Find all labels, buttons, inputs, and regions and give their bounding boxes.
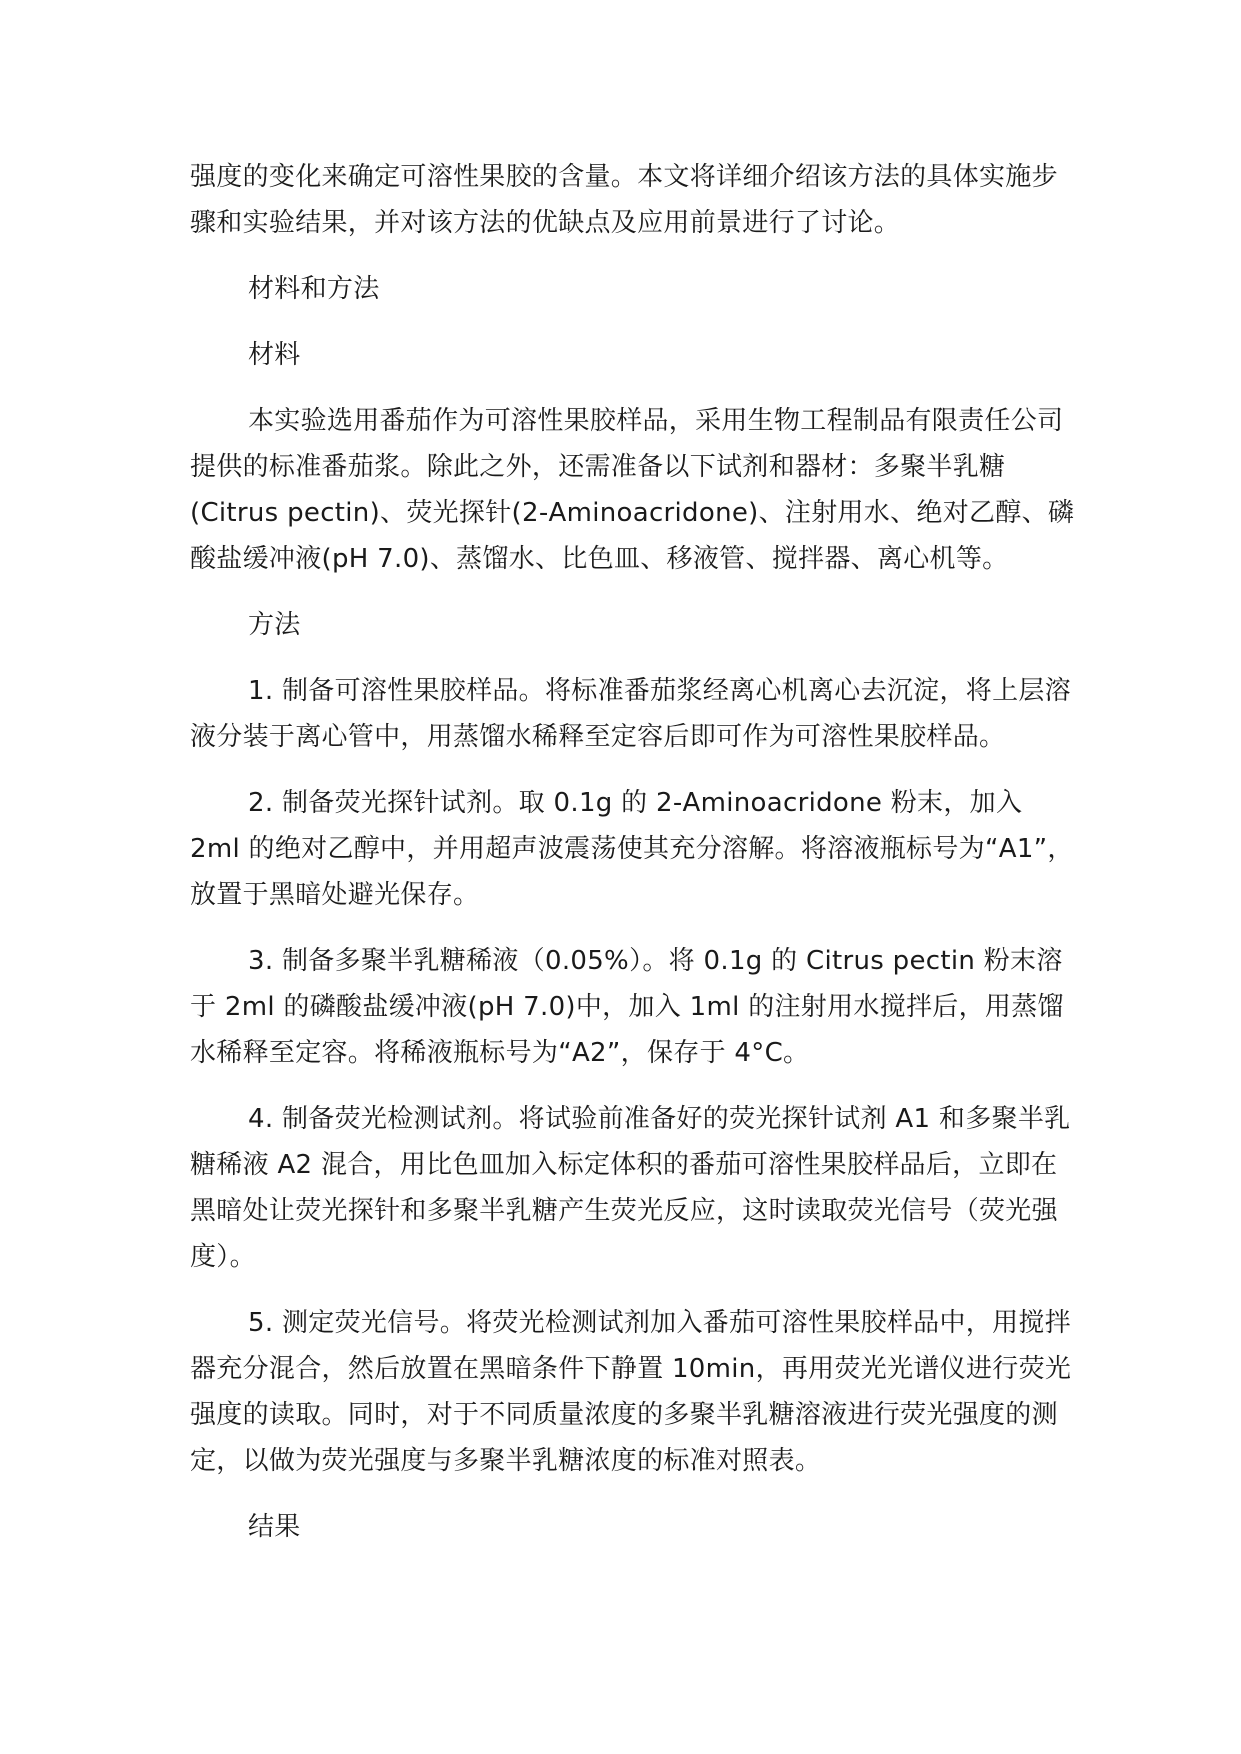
method-step-5: 5. 测定荧光信号。将荧光检测试剂加入番茄可溶性果胶样品中，用搅拌器充分混合，然后放置在黑暗条件下静置 10min，再用荧光光谱仪进行荧光强度的读取。同时，对于不同质量浓度的多聚半乳糖溶液进行荧光强度的测定，以做为荧光强度与多聚半乳糖浓度的标准对照表。	[190, 1308, 1072, 1476]
section-heading-results: 结果	[248, 1512, 301, 1542]
subsection-heading-materials: 材料	[248, 340, 301, 370]
intro-continuation-paragraph: 强度的变化来确定可溶性果胶的含量。本文将详细介绍该方法的具体实施步骤和实验结果，并对该方法的优缺点及应用前景进行了讨论。	[190, 162, 1058, 238]
subsection-heading-methods: 方法	[248, 610, 301, 640]
method-step-4: 4. 制备荧光检测试剂。将试验前准备好的荧光探针试剂 A1 和多聚半乳糖稀液 A2 混合，用比色皿加入标定体积的番茄可溶性果胶样品后，立即在黑暗处让荧光探针和多聚半乳糖产生荧光反应，这时读取荧光信号（荧光强度）。	[190, 1104, 1071, 1272]
section-heading-materials-and-methods: 材料和方法	[248, 274, 380, 304]
document-body	[190, 154, 1075, 1570]
method-step-1: 1. 制备可溶性果胶样品。将标准番茄浆经离心机离心去沉淀，将上层溶液分装于离心管中，用蒸馏水稀释至定容后即可作为可溶性果胶样品。	[190, 676, 1071, 752]
method-step-3: 3. 制备多聚半乳糖稀液（0.05%）。将 0.1g 的 Citrus pectin 粉末溶于 2ml 的磷酸盐缓冲液(pH 7.0)中，加入 1ml 的注射用水搅拌后，用蒸馏水稀释至定容。将稀液瓶标号为“A2”，保存于 4°C。	[190, 946, 1064, 1068]
method-step-2: 2. 制备荧光探针试剂。取 0.1g 的 2-Aminoacridone 粉末，加入 2ml 的绝对乙醇中，并用超声波震荡使其充分溶解。将溶液瓶标号为“A1”，放置于黑暗处避光保存。	[190, 788, 1074, 910]
materials-paragraph: 本实验选用番茄作为可溶性果胶样品，采用生物工程制品有限责任公司提供的标准番茄浆。除此之外，还需准备以下试剂和器材：多聚半乳糖(Citrus pectin)、荧光探针(2-Aminoacridone)、注射用水、绝对乙醇、磷酸盐缓冲液(pH 7.0)、蒸馏水、比色皿、移液管、搅拌器、离心机等。	[190, 406, 1075, 574]
